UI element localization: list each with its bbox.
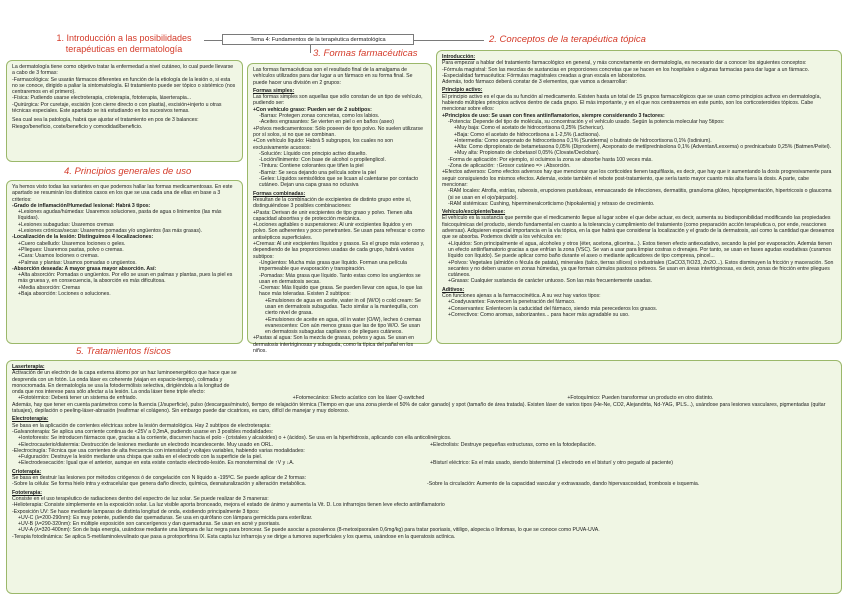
laser-effects [12, 395, 836, 401]
foto-uv: -Exposición UV: Se hace mediante lamparas de distinta longitud de onda, existiendo principalmente 3 tipos: [12, 508, 260, 515]
formas-liquido: +Con vehículo líquido: Habrá 5 subgrupos, los cuales no son exclusivamente acuosos: [253, 138, 394, 151]
principios-cronicas: +Lesiones crónicas/secas: Usaremos pomadas y/o ungüentos (las más grasas). [18, 228, 203, 235]
principios-alta: +Alta absorción: Pomadas o ungüentos. Por ello se usan en palmas y plantas, pues la piel es más gruesa y, en consecuencia, la absorción es más dificultosa. [18, 272, 233, 285]
electro-galvano: -Galvanoterapia: Se aplica una corriente continua de <25V a 0,3mA, pudiendo usarse en 3 posibles modalidades: [12, 428, 274, 435]
principios-cara: +Cara: Usamos lociones o cremas. [18, 253, 99, 260]
electro-cauterio: +Electrocauterio/diatermia: Destrucción de lesiones mediante un electrodo incandescente. Muy usado en ORL. [18, 441, 274, 448]
formas-pasta: +Pasta: Derivan de unir excipientes de tipo graso y polvo. Tienen alta capacidad absortiva y de protección mecánica. [253, 209, 413, 222]
box-formas [247, 63, 432, 355]
principios-absorcion: -Absorción deseada: A mayor grasa mayor absorción. Así: [12, 265, 157, 272]
formas-solucion: -Solución: Líquido con principio activo disuelto. [259, 150, 367, 157]
conceptos-efectos: +Efectos adversos: Como efectos adversos hay que mencionar que los corticoides tienen taquifilaxia, es decir, que hay que ir aumentando la dosis progresivamente para seguir consiguiendo los mismos efectos. Además, existe también el rebote post-tratamiento, que sería tanto mayor cuanto más alta fuera la dosis. A parte, cabe mencionar: [442, 169, 832, 188]
laser-heading: Laserterapia: [12, 364, 45, 370]
conceptos-principio-heading: Principio activo: [442, 87, 483, 94]
vehiculo-liquidos: +Líquidos: Son principalmente el agua, alcoholes y otros (éter, acetona, glicerina...). Estos tienen efecto antiexudativo, secando la piel por evaporación. Además tienen un efecto antiinflamatorio gracias a que enfrían la zona (VSC). Se van a usar para limpiar costras o drenajes. Por tanto, se usan en fases agudas exudativas (curamos líquido con líquido). Se puede aplicar como baño durante el aseo o mediante aplicadores de tipo compresa, pincel... [448, 240, 832, 260]
principios-palmas: +Palmas y plantas: Usamos pomadas o ungüentos. [18, 259, 137, 266]
principios-humedad: -Grado de inflamación/Humedad lesional: Habrá 3 tipos: [12, 202, 151, 209]
title-introduccion-line-2: terapéuticas en dermatología [65, 44, 183, 54]
conceptos-aditivos-heading: Aditivos: [442, 286, 465, 293]
title-conceptos: 2. Conceptos de la terapéutica tópica [489, 34, 646, 45]
title-tratamientos: 5. Tratamientos físicos [76, 346, 171, 357]
foto-uvb: +UV-B (λ=290-320nm): En múltiple exposición son cancerígenos y dan quemaduras. Se usan en acné y psoriasis. [18, 521, 281, 528]
laser-parametros: Además, hay que tener en cuenta parámetros como la fluencia (J/superficie), pulso (descargas/minuto), tiempo de relajación térmica (Tiempo en que una zona pierde el 50% de calor ganado) y spot (tamaño de área tratada). Existen láser de varios tipos (He-Ne, CO2, Alejandrita, Nd-YAG, IPLS...), usándose para lesiones vasculares, pigmentadas (quitar tatuajes), depilación o peeling-láser-abrasión (reafirmar el colágeno). Sin embargo puede dar cicatrices, es caro, difícil de manejar y muy doloroso. [12, 401, 826, 415]
conceptos-zona-aplicacion: -Zona de aplicación: ↑Grosor cutáneo => ↓Absorción. [448, 163, 571, 170]
formas-unguentos: -Ungüentos: Mucha más grasa que líquido. Forman una película impermeable que evaporación y transpiración. [259, 259, 407, 273]
laser-text: Activación de un electrón de la capa externa átomo por un haz luminoenergético que hace que se desprenda con un fotón. La onda láser es coherente (viajan en espacio-tiempo), colimada y monocromada. En dermatología se usa la fotodermólisis selectiva, dirigiéndola a la longitud de onda que nos interese para sólo afectar a la lesión. La onda láser tiene triple efecto: [12, 370, 237, 396]
conceptos-uso: +Principios de uso: Se usan con fines antiinflamatorios, siempre considerando 3 factores: [442, 112, 665, 119]
potencia-muy-baja: +Muy baja: Como el acetato de hidrocortisona 0,25% (Schericur). [454, 125, 605, 132]
laser-fotoquimico: +Fotoquímico: Pueden transformar un producto en otro distinto. [567, 395, 714, 402]
formas-lociones: +Lociones agitables o suspensiones: Al unir excipientes líquidos y en polvo. Son adherentes y poco penetrantes. Se usan para refrescar o como antisépticos superficiales. [253, 222, 425, 241]
conceptos-intro: Para empezar a hablar del tratamiento farmacológico en general, y más concretamente en dermatología, es necesario dar a conocer los siguientes conceptos: [442, 60, 807, 67]
conceptos-forma-aplicacion: -Forma de aplicación: Por ejemplo, si ocluimos la zona se absorbe hasta 100 veces más. [448, 156, 653, 163]
conceptos-vehiculo-heading: Vehículo/excipiente/base: [442, 209, 506, 216]
potencia-baja: +Baja: Como el acetato de hidrocortisona a 1-2,5% (Lactisona). [454, 131, 601, 138]
foto-heading: Fototerapia: [12, 489, 42, 496]
potencia-muy-alta: +Muy alta: Propionato de clobetasol 0,05% (Clovate/Decloban). [454, 150, 601, 157]
formas-pomadas: -Pomadas: Más grasa que líquido. Tanto estas como los ungüentos se usan en dermatosis secas. [259, 272, 421, 285]
aditivos-coadyuvantes: +Coadyuvantes: Favorecen la penetración del fármaco. [448, 299, 576, 306]
foto-text: Consiste en el uso terapéutico de radiaciones dentro del espectro de luz solar. Se puede realizar de 3 maneras: [12, 495, 269, 502]
foto-helio: -Helioterapia: Consiste simplemente en la exposición solar. La luz visible aporta bronceado, mejora el estado de ánimo y aumenta la Vit. D. Los infrarrojos tienen leve efecto antiinflamatorio [12, 502, 445, 509]
formas-barniz: -Barniz: Se seca dejando una película sobre la piel [259, 169, 376, 176]
formas-cremas: +Cremas: Al unir excipientes líquidos y grasos. Es el grupo más extenso y, dependiendo de las proporciones usadas de cada grupo, habrá varios subtipos: [253, 241, 425, 260]
vehiculo-polvos: +Polvos: Vegetales (almidón o fécula de patata), minerales (talco, tierras sílices) o industriales (CaCO3,TiO23, Zn2O...). Estos disminuyen la fricción y maceración. Son secantes y no deben usarse en zonas húmedas, ya que forman cúmulos pastosos pétreos. Se usan en áreas intertriginosas, es decir, zonas de fricción entre pliegues cutáneos. [448, 259, 834, 279]
principios-intro: Ya hemos visto todas las variantes en que podemos hallar las formas medicamentosas. En este apartado se resumirán los distintos casos en los que se usa cada una de ellas en base a 3 criterios: [12, 184, 233, 203]
formas-intro: Las formas farmacéuticas son el resultado final de la amalgama de vehículos utilizados para dar lugar a un fármaco en su forma final. Se puede hacer una división en 2 grupos: [253, 67, 413, 86]
formas-combinadas-intro: Resultan de la combinación de excipientes de distinto grupo entre sí, distinguiéndose 3 posibles combinaciones: [253, 196, 412, 210]
connector-2 [414, 40, 484, 41]
conceptos-elementos: Además, todo fármaco deberá constar de 3 elementos, que vamos a desarrollar: [442, 79, 628, 86]
electro-bisturi: +Bisturí eléctrico: Es el más usado, siendo bisterminal (1 electrodo en el bisturí y otro pegado al paciente) [430, 460, 673, 467]
formas-polvos: +Polvos medicamentosos: Sólo poseen de tipo polvo. No suelen utilizarse por sí solos, si no que se combinan. [253, 125, 423, 138]
connector-3 [310, 45, 311, 53]
topic-title: Tema 4: Fundamentos de la terapéutica dermatológica [222, 34, 414, 45]
formas-pastas-agua: +Pastas al agua: Son la mezcla de grasas, polvos y agua. Se usan en dermatosis intertriginosas y subaguda, como la típica del pañal en los niños. [253, 335, 415, 355]
formas-cremas-sub: -Cremas: Más líquido que grasa. Se pueden llevar con agua, lo que las hace más toleradas. Existen 2 subtipos: [259, 285, 423, 298]
conceptos-principio: El principio activo es el que da su función al medicamento. Existen hasta un total de 15 grupos farmacológicos que se usan como principios activos en dermatología, habiendo múltiples principios activos dentro de cada grupo. El más importante, y en el que nos centraremos en este punto, son los corticosteroides tópicos. Cabe mencionar sobre ellos: [442, 93, 821, 113]
electro-fulguracion: +Fulguración: Destruye la lesión mediante una chispa que salta en el electrodo con la superficie de la piel. [18, 454, 263, 461]
intro-item-fisica: -Física: Pudiendo usarse electroterapia, crioterapia, fototerapia, láserterapia... [12, 95, 192, 102]
electro-heading: Electroterapia: [12, 416, 49, 423]
formas-locion: -Loción/linimento: Con base de alcohol o propilenglicol. [259, 157, 386, 164]
conceptos-especialidad: -Especialidad farmacéutica: Fórmulas magistrales creadas a gran escala en laboratorios. [442, 72, 647, 79]
electro-electrolisis: +Electrolisis: Destruye pequeñas estructuras, como en la fotodepilación. [430, 441, 596, 448]
formas-simples-intro: Las formas simples son aquellas que sólo constan de un tipo de vehículo, pudiendo ser: [253, 94, 423, 107]
formas-graso: +Con vehículo graso: Pueden ser de 2 subtipos: [253, 106, 372, 113]
formas-ow: +Emulsiones de aceite en agua, oil in water (O/W), leches ó cremas evanescentes: Con aún menos grasa que las de tipo W/O. Se usan en dermatosis subagudas capilares o de pliegues cutáneos. [265, 316, 422, 336]
conceptos-ram-locales: -RAM locales: Atrofia, estrías, rubeosis, erupciones pustulosas, enmascarado de infecciones, dermatitis, granuloma glúteo, hipopigmentación, hipertricosis o glaucoma (si se usan en el ojo/párpado). [448, 188, 832, 201]
electro-row-2 [12, 460, 836, 466]
principios-subagudas: +Lesiones subagudas: Usaremos cremas [18, 221, 114, 228]
crio-heading: Crioterapia: [12, 468, 42, 475]
aditivos-conservantes: +Conservantes: Enlentecen la caducidad del fármaco, siendo más perecederos los grasos. [448, 305, 658, 312]
foto-uva: +UV-A (λ=320-400nm): Son de baja energía, usándose mediante una lámpara de luz negra para broncear. Se puede asociar a psoralenos (8-metoxipsoralen 0,6mg/kg) para tratar psoriasis, vitiligo, alopecia o linfomas, lo que se conoce como PUVA-UVA. [18, 527, 600, 534]
laser-fototermico: +Fototérmico: Deberá tener un sistema de enfriado. [18, 395, 137, 402]
potencia-alta: +Alta: Como dipropionato de betametasona 0,05% (Diproderm), Aceponato de metilprednisolona 0,1% (Adventan/Lexxema) o prednicarbato 0,25% (Batmen/Peitel). [454, 144, 832, 151]
conceptos-ram-sistemicas: -RAM sistémicas: Cushing, hipermineralcorticismo (hipokalemia) y retraso de crecimiento. [448, 200, 655, 207]
principios-baja: +Baja absorción: Lociones o soluciones. [18, 291, 111, 298]
title-formas: 3. Formas farmacéuticas [313, 48, 418, 59]
principios-media: +Media absorción: Cremas [18, 284, 81, 291]
formas-geles: -Geles: Líquidos semisólidos que se licuan al calentarse por contacto cutáneo. Dejan una capa grasa no oclusiva [259, 176, 419, 189]
intro-item-quirurgica: -Quirúrgica: Por curetaje, escisión (con cierre directo o con plastia), escisión+injerto u otras técnicas especiales. Este apartado se irá estudiando en los sucesivos temas. [12, 101, 222, 115]
principios-localizacion: -Localización de la lesión: Distinguimos 4 localizaciones: [12, 234, 154, 241]
principios-agudas: +Lesiones agudas/húmedas: Usaremos soluciones, pasta de agua o linimentos (las más líquidas). [18, 209, 222, 222]
formas-combinadas-heading: Formas combinadas: [253, 190, 306, 197]
intro-balances: Sea cual sea la patología, habrá que ajustar el tratamiento en pos de 3 balances: Riesgo/beneficio, coste/beneficio y comodidad/beneficio. [12, 117, 199, 130]
box-tratamientos [6, 360, 842, 594]
conceptos-aditivos: Con funciones ajenas a la farmacocinética. A su vez hay varios tipos: [442, 292, 601, 299]
foto-uvc: +UV-C (λ=200-290nm): Es muy potente, pudiendo dar quemaduras. Se usa en quirófano con lámpara germicida para esterilizar. [18, 514, 313, 521]
title-introduccion [40, 33, 208, 55]
electro-iontoforesis: +Iontoforesis: Se introducen fármacos que, gracias a la corriente, discurren hacia el polo - (cristales y alcaloides) o + (ácidos). Se usa en la hiperhidrosis, aplicando con ella anticolinérgicos. [18, 435, 452, 442]
crio-text: Se basa en destruir las lesiones por métodos criógenos ó de congelación con N líquido a -195ºC. Se puede aplicar de 2 formas: [12, 475, 307, 482]
box-conceptos [436, 50, 842, 344]
foto-fotodinamica: -Terapia fotodinámica: Se aplica 5-metilaminolevulinato que pasa a protoporfirina IX. Esta capta luz infrarroja y se dirige a tumores superficiales y los quema, usándose en la queratosis actínica. [12, 533, 456, 540]
title-principios: 4. Principios generales de uso [64, 166, 192, 177]
crio-celula: -Sobre la célula: Se forma hielo intra y extracelular que genera daño directo, química, desnaturalización y alteración metabólica. [12, 481, 307, 488]
conceptos-vehiculo: El vehículo es la sustancia que permite que el medicamento llegue al lugar sobre el que debe actuar, es decir, aumenta su biodisponibilidad modificando las propiedades fisicoquímicas del producto, siendo fundamental en cuanto a la tolerancia y cumplimiento del tratamiento (como preparación acción terapéutica o, por ende, reacciones adversas). Adquieren especial importancia en la vía tópica, en la que habrá que considerar la localización y el grado de la dermatosis, así como la cantidad que deseamos que se absorba. Podemos dividir a los vehículos en: [442, 215, 835, 241]
potencia-intermedia: +Intermedia: Como aceponato de hidrocortisona 0,1% (Suniderma) o butirato de hidrocortisona 0,1% (Isdinium). [454, 137, 712, 144]
principios-cuero: +Cuero cabelludo: Usaremos lociones o geles. [18, 240, 126, 247]
principios-pliegues: +Pliegues: Usaremos pastas, polvo o cremas. [18, 246, 124, 253]
vehiculo-grasas: +Grasas: Cualquier sustancia de carácter untuoso. Son las más frecuentemente usadas. [448, 278, 653, 285]
formas-aceites: -Aceites engrasantes: Se vierten en piel o en baños (aseo) [259, 119, 394, 126]
formas-tintura: -Tintura: Contiene colorantes que tiñen la piel [259, 163, 364, 170]
crio-row [12, 481, 836, 487]
formas-barras: -Barras: Protegen zonas concretas, como los labios. [259, 113, 380, 120]
box-introduccion [6, 60, 243, 162]
electro-cirugia: -Electrocirugía: Técnica que usa corrientes de alta frecuencia con intensidad y voltajes variables, habiendo varias modalidades: [12, 447, 305, 454]
electro-desecacion: +Electrodesecación: Igual que el anterior, aunque en esta existe contacto electrodo-lesión. Es monoterminal de ↑V y ↓A. [18, 460, 295, 467]
formas-simples-heading: Formas simples: [253, 87, 295, 94]
conceptos-intro-heading: Introducción: [442, 54, 476, 60]
laser-fotomecanico: +Fotomecánico: Efecto acústico con los láser Q-switched [292, 395, 425, 402]
title-introduccion-line-1: 1. Introducción a las posibilidades [56, 33, 192, 43]
aditivos-correctivos: +Correctivos: Como aromas, saborizantes... para hacer más agradable su uso. [448, 311, 630, 318]
electro-text: Se basa en la aplicación de corrientes eléctricas sobre la lesión dermatológica. Hay 2 subtipos de electroterapia: [12, 422, 271, 429]
formas-wo: +Emulsiones de agua en aceite, water in oil (W/O) o cold cream: Se usan en dermatosis subagudas. Tacto similar a la mantequilla, con cierto nivel de grasa. [265, 297, 421, 317]
box-principios [6, 180, 243, 344]
conceptos-formula: -Fórmula magistral: Son las mezclas de sustancias en proporciones concretas que se hacen en los hospitales o algunas farmacias para dar lugar a un fármaco. [442, 66, 810, 73]
intro-item-farmacologica: -Farmacológica: Se usarán fármacos diferentes en función de la etiología de la lesión o, si esta no se conoce, dirigido a paliar la sintomatología. El tratamiento puede ser tópico o sistémico (nos centraremos en el primero). [12, 76, 236, 96]
conceptos-potencia: -Potencia: Depende del tipo de molécula, su concentración y el vehículo usado. Según la potencia molecular hay 5tipos: [448, 118, 725, 125]
intro-text: La dermatología tiene como objetivo tratar la enfermedad a nivel cutáneo, lo cual puede llevarse a cabo de 3 formas: [12, 64, 234, 77]
crio-circulacion: -Sobre la circulación: Aumento de la capacidad vascular y extravasado, dando hipervascosidad, trombosis e isquemia. [427, 481, 700, 488]
